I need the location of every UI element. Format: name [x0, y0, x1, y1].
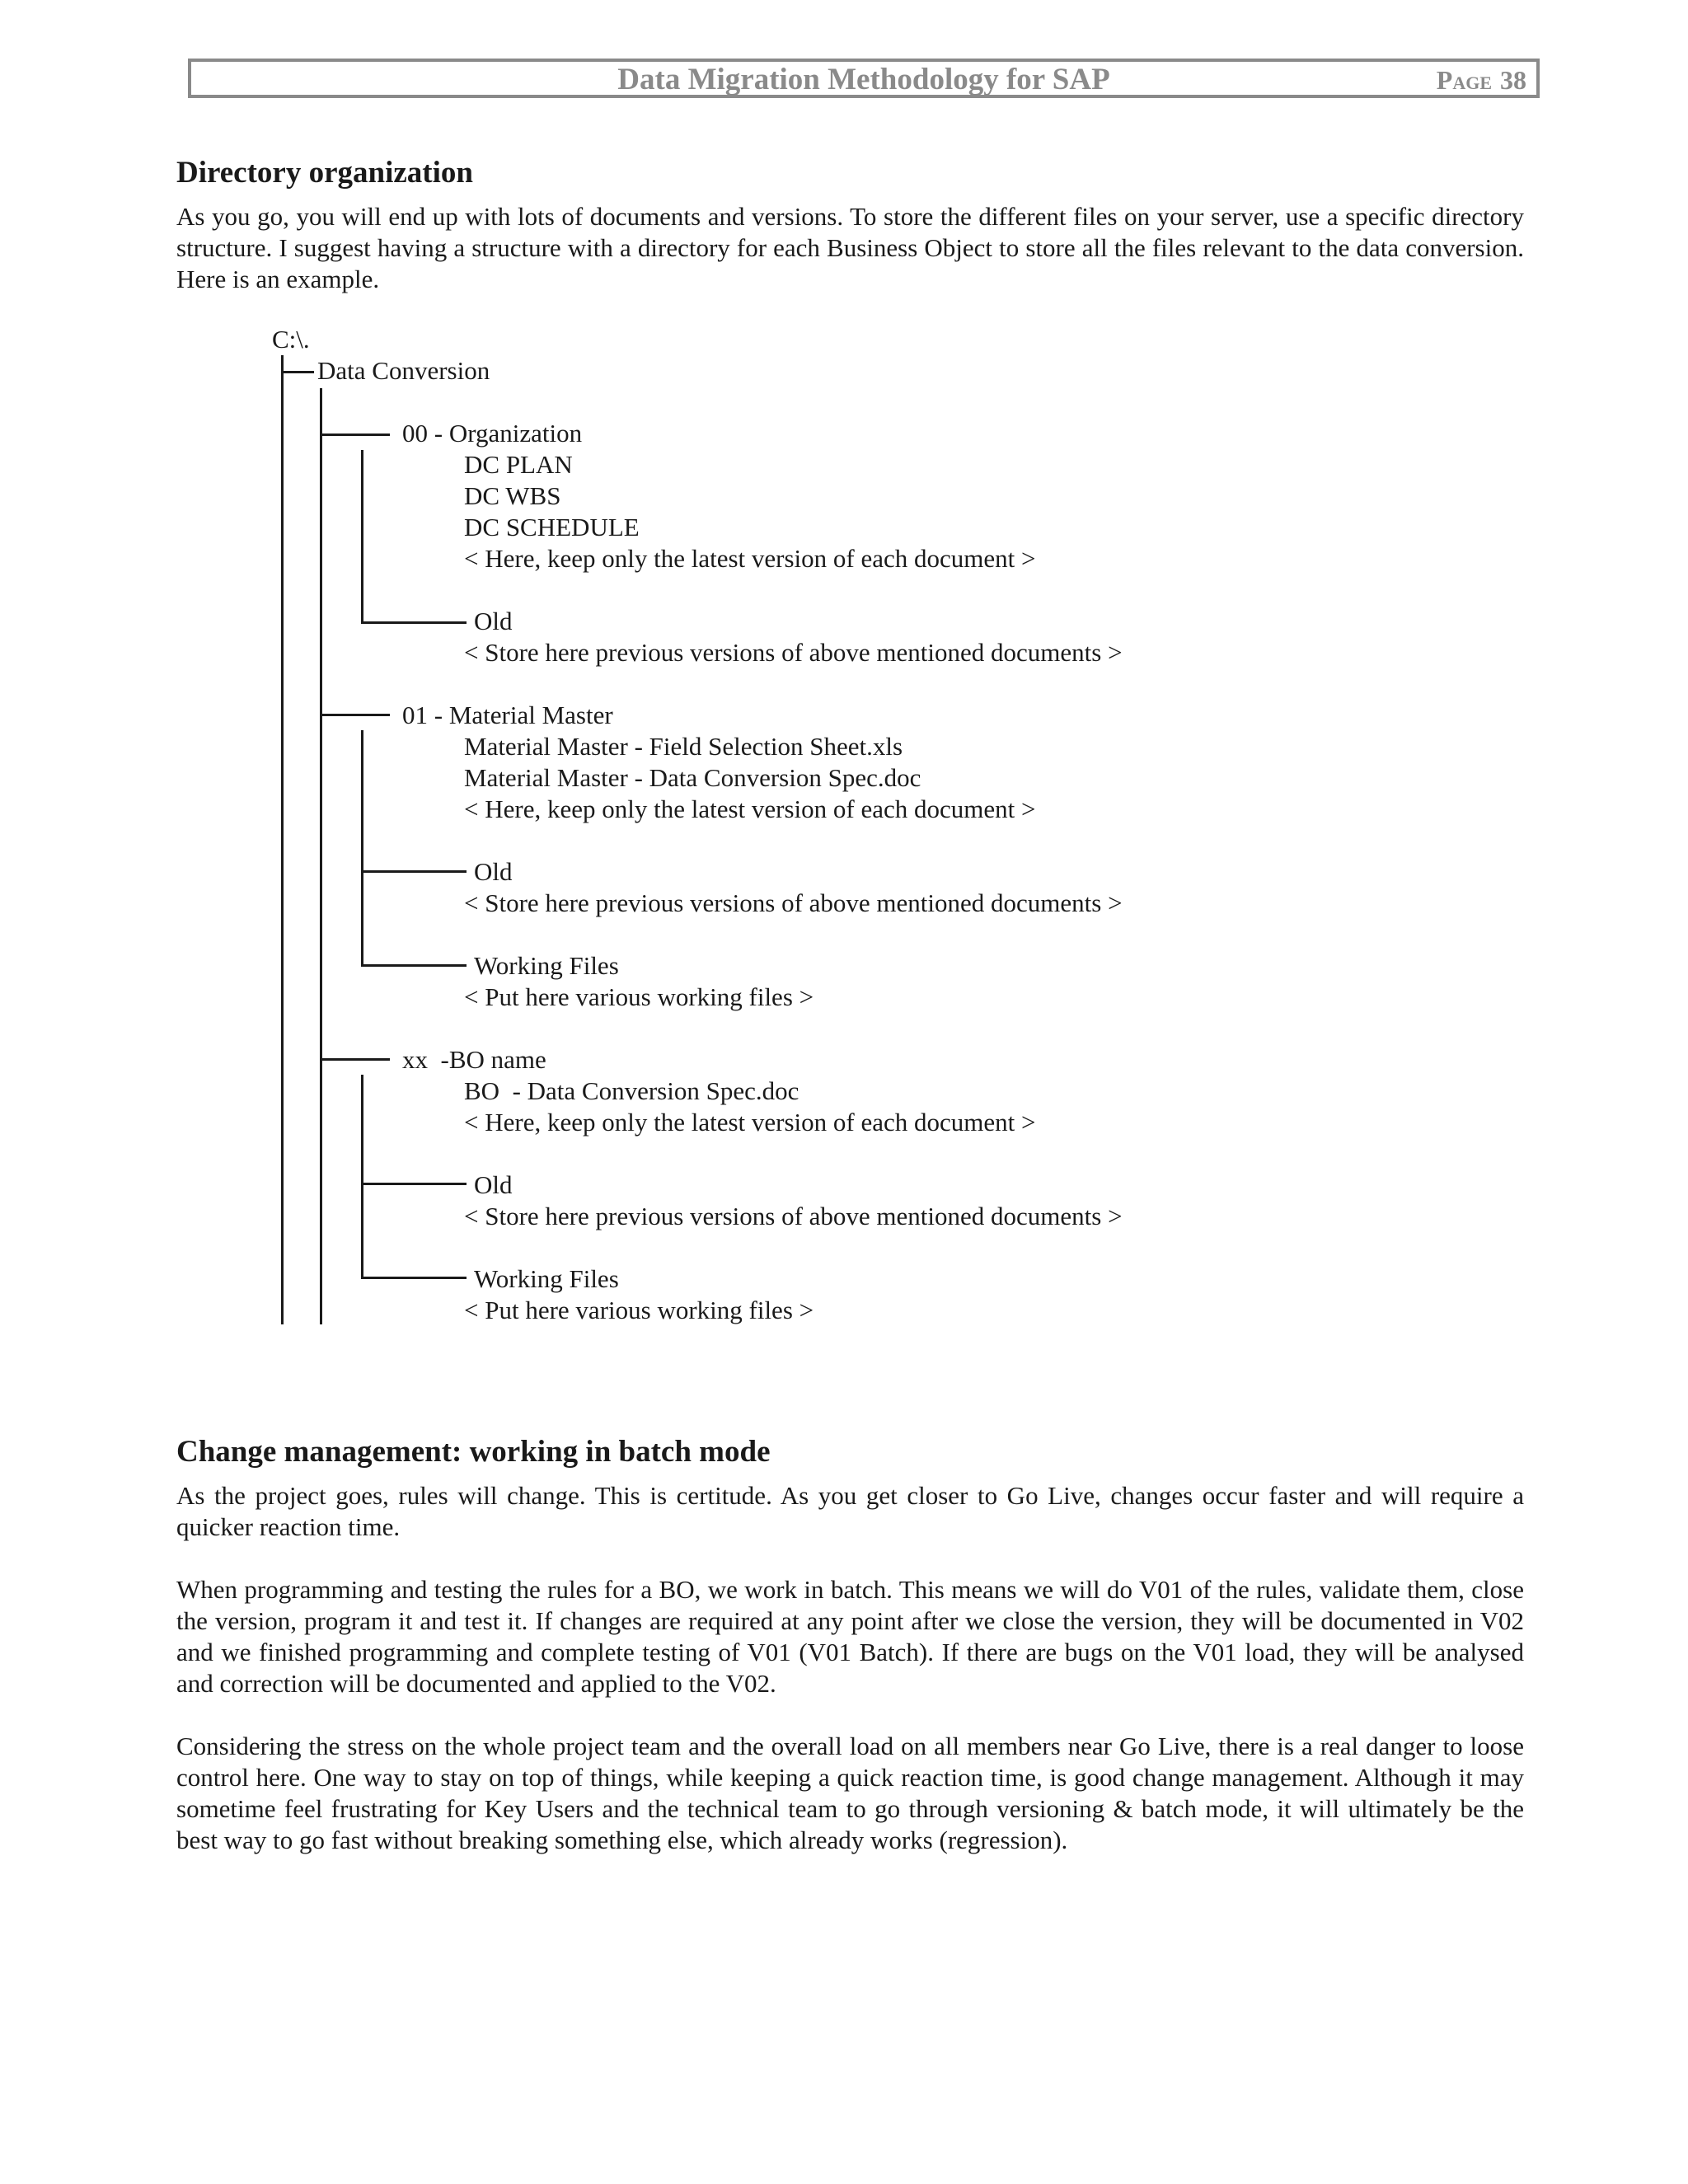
tree-line-bo [320, 1058, 390, 1061]
body-paragraph: When programming and testing the rules for a BO, we work in batch. This means we will do V01 of the rules, validate them, close the version, program it and test it. If changes are required at any point after we close the version, they will be documented in V02 and we finished programming and complete testing of V01 (V01 Batch). If there are bugs on the V01 load, they will be analysed and correction will be documented and applied to the V02. [176, 1575, 1524, 1698]
page-label: Page [1436, 65, 1492, 95]
tree-folder-working-files: Working Files [474, 951, 619, 980]
tree-file: DC PLAN [464, 450, 573, 479]
tree-line-org-trunk [361, 450, 363, 623]
tree-file: DC WBS [464, 481, 561, 510]
tree-line-material-old [361, 870, 467, 873]
tree-folder-old: Old [474, 607, 513, 635]
tree-line-material-trunk [361, 730, 363, 966]
tree-folder-organization: 00 - Organization [402, 419, 583, 448]
tree-line-org [320, 434, 390, 436]
tree-folder-working-files: Working Files [474, 1264, 619, 1293]
page-number [1437, 63, 1526, 96]
tree-line-bo-old [361, 1183, 467, 1185]
tree-line-bo-working [361, 1277, 467, 1279]
tree-note: < Here, keep only the latest version of each document > [464, 794, 1036, 823]
body-paragraph: Considering the stress on the whole project team and the overall load on all members near Go Live, there is a real danger to loose control here. One way to stay on top of things, while keeping a quick reaction time, is good change management. Although it may sometime feel frustrating for Key Users and the technical team to go through versioning & batch mode, it will ultimately be the best way to go fast without breaking something else, which already works (regression). [176, 1732, 1524, 1854]
intro-paragraph: As you go, you will end up with lots of documents and versions. To store the different files on your server, use a specific directory structure. I suggest having a structure with a directory for each Business Object to store all the files relevant to the data conversion. Here is an example. [176, 202, 1524, 293]
tree-folder-old: Old [474, 857, 513, 886]
tree-line-org-old [361, 621, 467, 624]
tree-line-dc-trunk [320, 388, 322, 1324]
tree-file: Material Master - Data Conversion Spec.doc [464, 763, 921, 792]
tree-folder-old: Old [474, 1170, 513, 1199]
tree-root-label: C:\. [272, 325, 310, 354]
tree-note: < Here, keep only the latest version of each document > [464, 544, 1036, 573]
tree-note: < Put here various working files > [464, 982, 814, 1011]
tree-folder-bo-name: xx -BO name [402, 1045, 546, 1074]
tree-note: < Put here various working files > [464, 1296, 814, 1324]
tree-note: < Store here previous versions of above mentioned documents > [464, 888, 1123, 917]
document-title: Data Migration Methodology for SAP [617, 63, 1110, 96]
tree-line-bo-trunk [361, 1075, 363, 1279]
body-paragraph: As the project goes, rules will change. This is certitude. As you get closer to Go Live, changes occur faster and will require a quicker reaction time. [176, 1481, 1524, 1541]
tree-line-material [320, 714, 390, 716]
tree-file: DC SCHEDULE [464, 513, 640, 541]
tree-folder-data-conversion: Data Conversion [317, 356, 490, 385]
tree-folder-material-master: 01 - Material Master [402, 701, 613, 729]
section-heading-directory: Directory organization [176, 156, 473, 190]
tree-file: Material Master - Field Selection Sheet.xls [464, 732, 903, 761]
tree-line-root [281, 355, 284, 1324]
tree-note: < Store here previous versions of above mentioned documents > [464, 638, 1123, 667]
page-header [188, 59, 1540, 98]
tree-line-dc [281, 371, 314, 373]
tree-file: BO - Data Conversion Spec.doc [464, 1076, 799, 1105]
tree-note: < Store here previous versions of above mentioned documents > [464, 1202, 1123, 1230]
section-heading-change-management: Change management: working in batch mode [176, 1435, 771, 1469]
page-number-value: 38 [1500, 65, 1526, 95]
tree-line-material-working [361, 964, 467, 967]
tree-note: < Here, keep only the latest version of each document > [464, 1108, 1036, 1137]
